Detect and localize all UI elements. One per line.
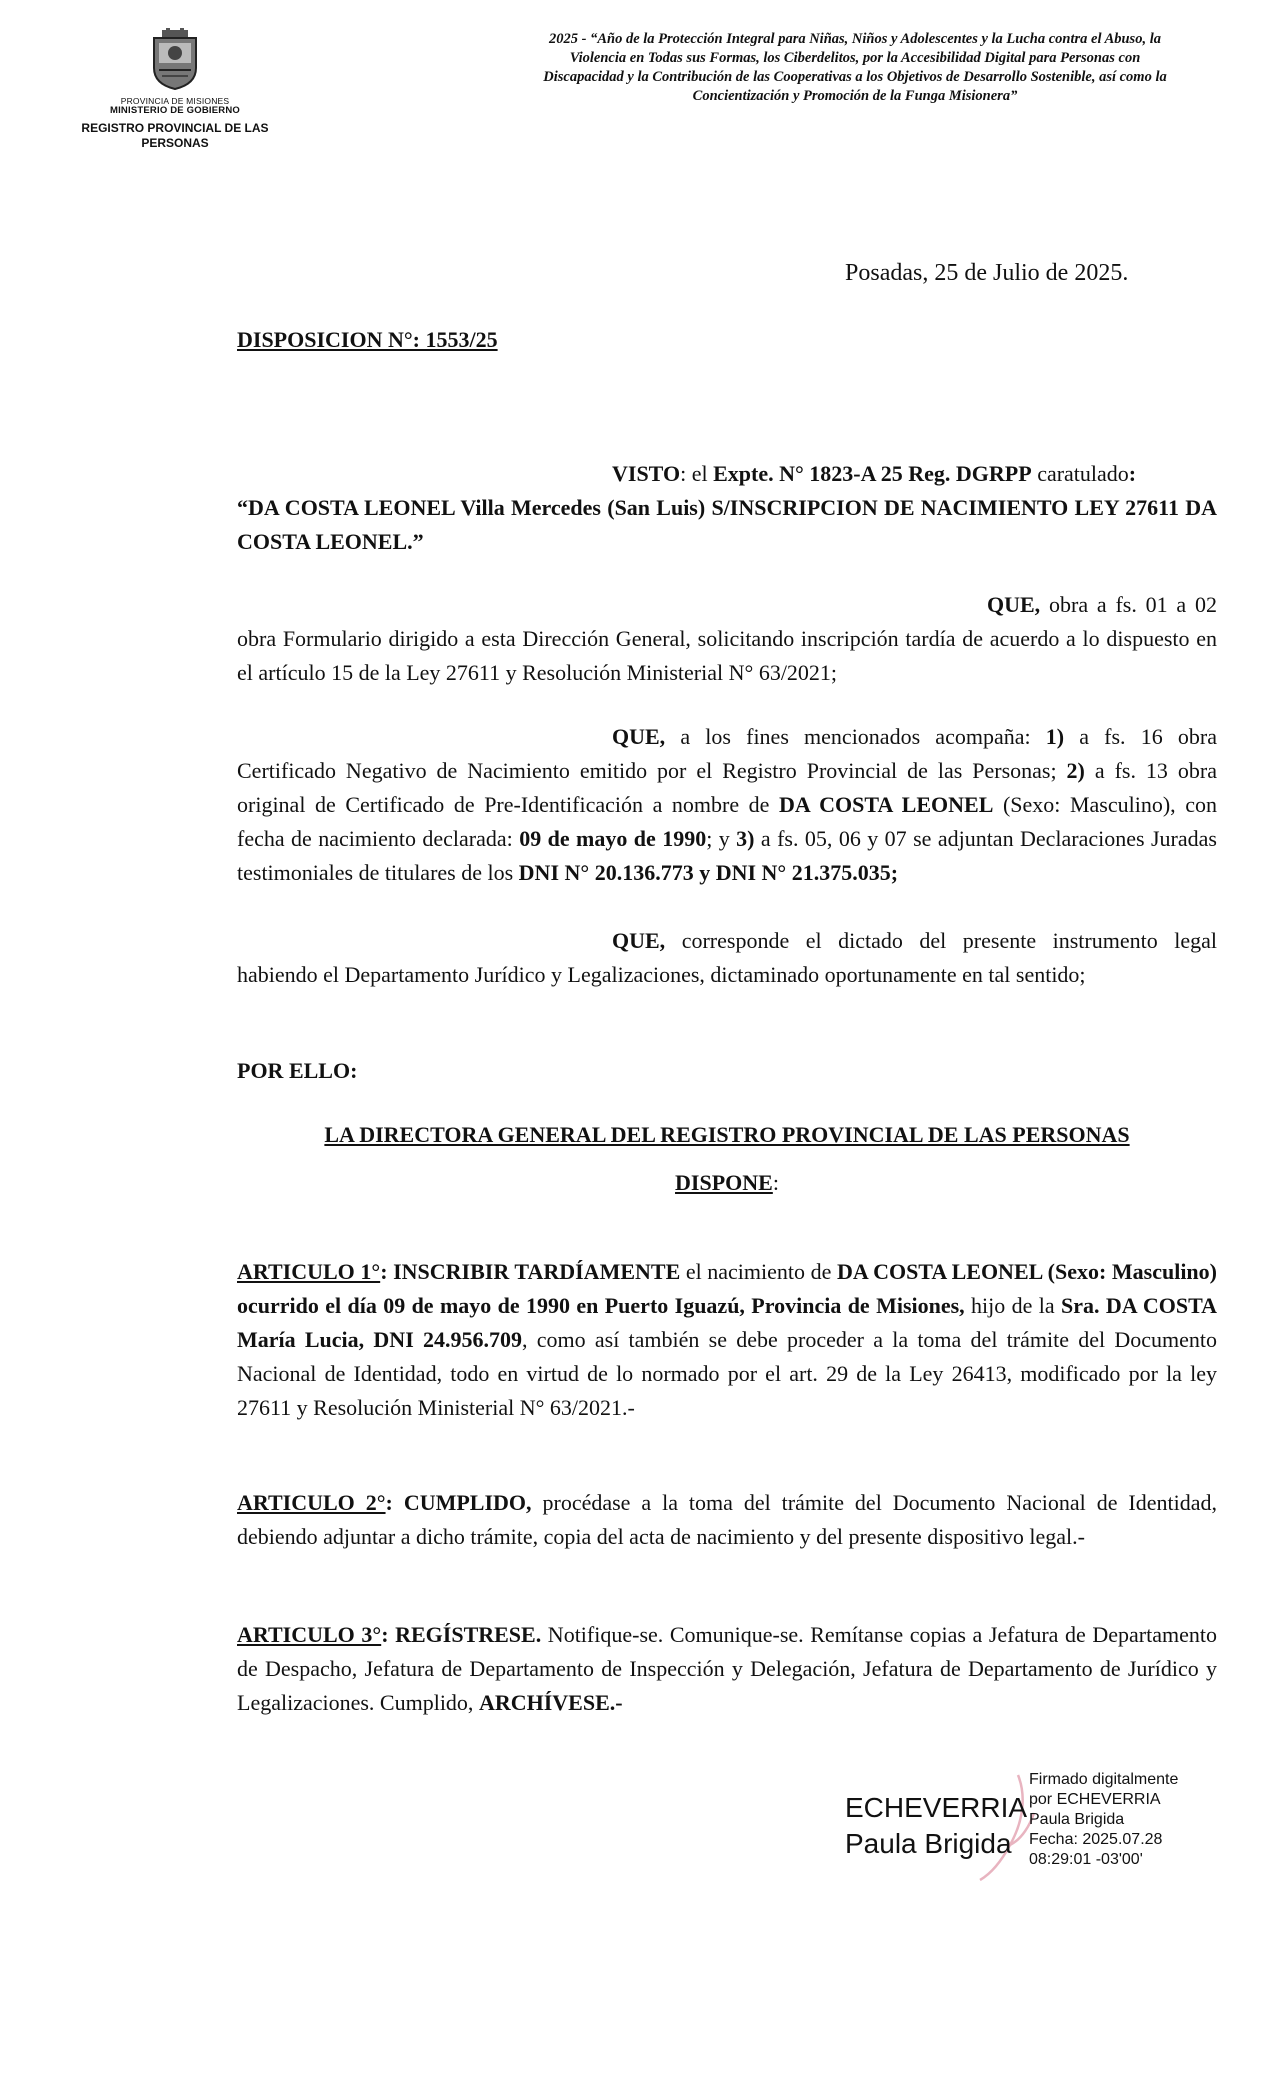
article-1: ARTICULO 1°: INSCRIBIR TARDÍAMENTE el nacimiento de DA COSTA LEONEL (Sexo: Masculino) ocurrido el día 09 de mayo de 1990 en Puerto Iguazú, Provincia de Misiones, hijo de la Sra. DA COSTA María Lucia, DNI 24.956.709, como así también se debe proceder a la toma del trámite del Documento Nacional de Identidad, todo en virtud de lo normado por el art. 29 de la Ley 26413, modificado por la ley 27611 y Resolución Ministerial N° 63/2021.- [237,1259,1217,1420]
provincial-seal-icon [140,28,210,90]
year-slogan: 2025 - “Año de la Protección Integral para Niñas, Niños y Adolescentes y la Lucha contra el Abuso, la Violencia en Todas sus Formas, los Ciberdelitos, por la Accesibilidad Digital para Personas con Discapacidad y la Contribución de las Cooperativas a los Objetivos de Desarrollo Sostenible, así como la Concientización y Promoción de la Funga Misionera” [543,31,1167,104]
article-2: ARTICULO 2°: CUMPLIDO, procédase a la toma del trámite del Documento Nacional de Identidad, debiendo adjuntar a dicho trámite, copia del acta de nacimiento y del presente dispositivo legal.- [237,1490,1217,1549]
authority-heading: LA DIRECTORA GENERAL DEL REGISTRO PROVINCIAL DE LAS PERSONAS [324,1122,1130,1147]
que-paragraph-3: QUE, corresponde el dictado del presente instrumento legal habiendo el Departamento Jurídico y Legalizaciones, dictaminado oportunamente en tal sentido; [237,928,1217,987]
signer-name: ECHEVERRIA Paula Brigida [845,1792,1028,1859]
visto-paragraph: VISTO: el Expte. N° 1823-A 25 Reg. DGRPP caratulado: “DA COSTA LEONEL Villa Mercedes (San Luis) S/INSCRIPCION DE NACIMIENTO LEY 27611 DA COSTA LEONEL.” [237,457,1217,559]
disposition-number: DISPOSICION N°: 1553/25 [237,327,498,352]
logo-province-text: PROVINCIA DE MISIONES [120,96,230,106]
registry-logo [70,28,280,151]
place-date: Posadas, 25 de Julio de 2025. [845,260,1129,286]
que-paragraph-1: QUE, obra a fs. 01 a 02 obra Formulario dirigido a esta Dirección General, solicitando inscripción tardía de acuerdo a lo dispuesto en el artículo 15 de la Ley 27611 y Resolución Ministerial N° 63/2021; [237,592,1217,685]
por-ello: POR ELLO: [237,1058,358,1083]
signature-details: Firmado digitalmente por ECHEVERRIA Paula Brigida Fecha: 2025.07.28 08:29:01 -03'00' [1029,1771,1179,1868]
digital-signature [845,1760,1225,1890]
expedient-caption: “DA COSTA LEONEL Villa Mercedes (San Luis) S/INSCRIPCION DE NACIMIENTO LEY 27611 DA COSTA LEONEL.” [237,495,1217,554]
dispone-heading: DISPONE: [675,1170,779,1195]
logo-ministry-text: MINISTERIO DE GOBIERNO [109,105,241,114]
logo-registry-text: REGISTRO PROVINCIAL DE LAS PERSONAS [81,120,269,150]
que-paragraph-2: QUE, a los fines mencionados acompaña: 1) a fs. 16 obra Certificado Negativo de Nacimiento emitido por el Registro Provincial de las Personas; 2) a fs. 13 obra original de Certificado de Pre-Identificación a nombre de DA COSTA LEONEL (Sexo: Masculino), con fecha de nacimiento declarada: 09 de mayo de 1990; y 3) a fs. 05, 06 y 07 se adjuntan Declaraciones Juradas testimoniales de titulares de los DNI N° 20.136.773 y DNI N° 21.375.035; [237,724,1218,885]
article-3: ARTICULO 3°: REGÍSTRESE. Notifique-se. Comunique-se. Remítanse copias a Jefatura de Departamento de Despacho, Jefatura de Departamento de Inspección y Delegación, Jefatura de Departamento de Jurídico y Legalizaciones. Cumplido, ARCHÍVESE.- [237,1622,1217,1715]
